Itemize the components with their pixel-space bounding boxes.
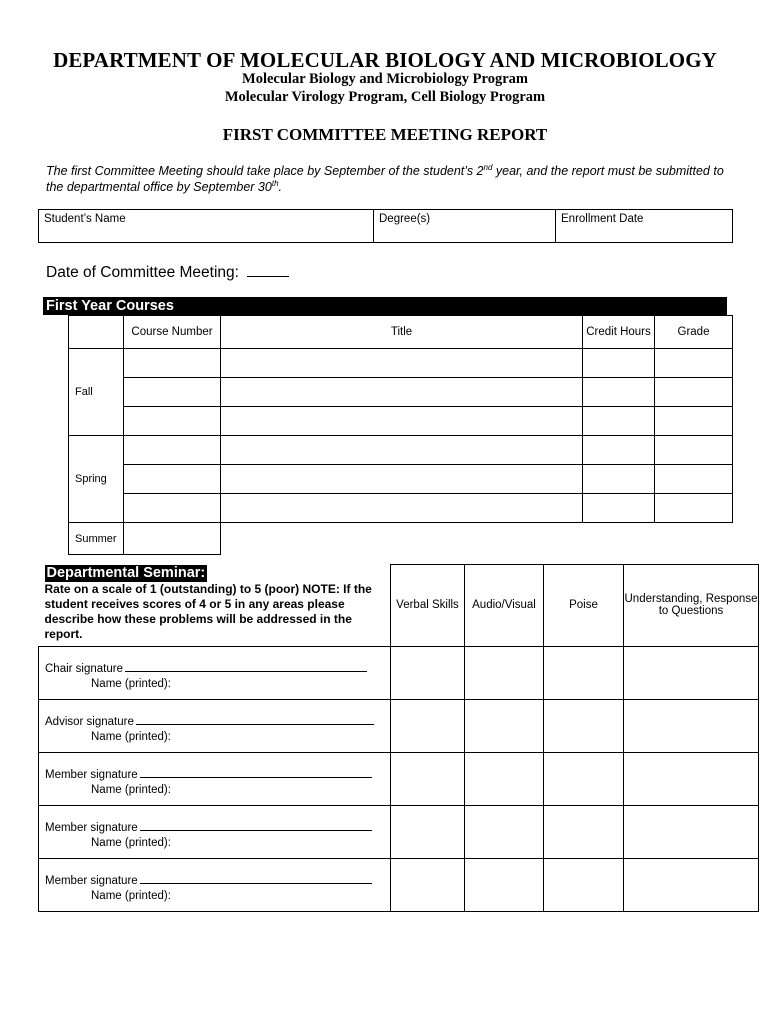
signature-line[interactable] xyxy=(140,819,372,831)
course-number-cell[interactable] xyxy=(124,465,221,494)
credit-hours-cell[interactable] xyxy=(583,407,655,436)
grade-cell[interactable] xyxy=(655,465,733,494)
meeting-date xyxy=(46,262,289,282)
signature-line[interactable] xyxy=(140,872,372,884)
degree-label: Degree(s) xyxy=(379,213,431,225)
grade-cell[interactable] xyxy=(655,378,733,407)
understanding-score-cell[interactable] xyxy=(624,752,759,805)
member-signature-cell[interactable] xyxy=(39,805,391,858)
verbal-score-cell[interactable] xyxy=(391,858,465,911)
course-number-cell[interactable] xyxy=(124,349,221,378)
enrollment-date-field[interactable] xyxy=(556,210,733,243)
grade-header: Grade xyxy=(655,316,733,349)
grade-cell[interactable] xyxy=(655,407,733,436)
verbal-score-cell[interactable] xyxy=(391,805,465,858)
poise-score-cell[interactable] xyxy=(544,646,624,699)
understanding-score-cell[interactable] xyxy=(624,699,759,752)
verbal-score-cell[interactable] xyxy=(391,646,465,699)
credit-hours-cell[interactable] xyxy=(583,378,655,407)
name-printed-label: Name (printed): xyxy=(91,677,171,690)
credit-hours-cell[interactable] xyxy=(583,436,655,465)
department-title: DEPARTMENT OF MOLECULAR BIOLOGY AND MICROBIOLOGY xyxy=(53,48,717,72)
program-line-2: Molecular Virology Program, Cell Biology Program xyxy=(224,89,546,105)
verbal-score-cell[interactable] xyxy=(391,752,465,805)
chair-signature-cell[interactable] xyxy=(39,646,391,699)
signature-label: Member signature xyxy=(45,874,138,887)
credit-hours-cell[interactable] xyxy=(583,494,655,523)
signature-line[interactable] xyxy=(136,713,374,725)
course-title-cell[interactable] xyxy=(221,436,583,465)
audio-visual-header: Audio/Visual xyxy=(465,565,544,647)
understanding-score-cell[interactable] xyxy=(624,805,759,858)
grade-cell[interactable] xyxy=(655,494,733,523)
enrollment-date-label: Enrollment Date xyxy=(561,213,644,225)
course-number-cell[interactable] xyxy=(124,407,221,436)
poise-score-cell[interactable] xyxy=(544,752,624,805)
term-header xyxy=(69,316,124,349)
name-printed-label: Name (printed): xyxy=(91,889,171,902)
course-title-cell[interactable] xyxy=(221,494,583,523)
student-name-field[interactable] xyxy=(39,210,374,243)
seminar-title: Departmental Seminar: xyxy=(46,564,206,581)
degree-field[interactable] xyxy=(374,210,556,243)
audio-visual-score-cell[interactable] xyxy=(465,646,544,699)
course-number-cell[interactable] xyxy=(124,523,221,555)
signature-label: Chair signature xyxy=(45,662,123,675)
courses-table xyxy=(68,315,733,555)
signature-label: Member signature xyxy=(45,768,138,781)
course-number-header: Course Number xyxy=(124,316,221,349)
member-signature-cell[interactable] xyxy=(39,752,391,805)
grade-cell[interactable] xyxy=(655,349,733,378)
meeting-date-blank[interactable] xyxy=(247,262,289,277)
instructions: The first Committee Meeting should take place by September of the student’s 2nd year, and the report must be submitted to the departmental office by September 30th. xyxy=(46,162,724,194)
audio-visual-score-cell[interactable] xyxy=(465,858,544,911)
signature-line[interactable] xyxy=(125,660,367,672)
term-summer: Summer xyxy=(69,523,124,555)
course-number-cell[interactable] xyxy=(124,494,221,523)
seminar-note: Rate on a scale of 1 (outstanding) to 5 (poor) NOTE: If the student receives scores of 4 or 5 in any areas please describe how these problems will be addressed in the report. xyxy=(44,581,372,641)
audio-visual-score-cell[interactable] xyxy=(465,699,544,752)
credit-hours-cell[interactable] xyxy=(583,349,655,378)
credit-hours-cell[interactable] xyxy=(583,465,655,494)
verbal-skills-header: Verbal Skills xyxy=(391,565,465,647)
student-name-label: Student’s Name xyxy=(44,213,126,225)
advisor-signature-cell[interactable] xyxy=(39,699,391,752)
student-info-table xyxy=(38,209,733,243)
name-printed-label: Name (printed): xyxy=(91,836,171,849)
course-title-cell[interactable] xyxy=(221,407,583,436)
member-signature-cell[interactable] xyxy=(39,858,391,911)
report-title: FIRST COMMITTEE MEETING REPORT xyxy=(222,125,548,144)
grade-cell[interactable] xyxy=(655,436,733,465)
poise-score-cell[interactable] xyxy=(544,699,624,752)
title-header: Title xyxy=(221,316,583,349)
signature-label: Member signature xyxy=(45,821,138,834)
course-title-cell[interactable] xyxy=(221,465,583,494)
seminar-table xyxy=(38,564,759,912)
term-spring: Spring xyxy=(69,436,124,523)
audio-visual-score-cell[interactable] xyxy=(465,752,544,805)
verbal-score-cell[interactable] xyxy=(391,699,465,752)
summer-empty-space xyxy=(221,523,733,555)
poise-score-cell[interactable] xyxy=(544,805,624,858)
first-year-courses-title: First Year Courses xyxy=(46,298,174,314)
seminar-header-cell xyxy=(39,565,391,647)
name-printed-label: Name (printed): xyxy=(91,783,171,796)
course-number-cell[interactable] xyxy=(124,436,221,465)
name-printed-label: Name (printed): xyxy=(91,730,171,743)
course-title-cell[interactable] xyxy=(221,378,583,407)
course-title-cell[interactable] xyxy=(221,349,583,378)
audio-visual-score-cell[interactable] xyxy=(465,805,544,858)
poise-header: Poise xyxy=(544,565,624,647)
signature-line[interactable] xyxy=(140,766,372,778)
understanding-score-cell[interactable] xyxy=(624,646,759,699)
course-number-cell[interactable] xyxy=(124,378,221,407)
understanding-header: Understanding, Response to Questions xyxy=(624,565,759,647)
understanding-score-cell[interactable] xyxy=(624,858,759,911)
program-line-1: Molecular Biology and Microbiology Program xyxy=(242,71,528,87)
signature-label: Advisor signature xyxy=(45,715,134,728)
term-fall: Fall xyxy=(69,349,124,436)
credit-hours-header: Credit Hours xyxy=(583,316,655,349)
poise-score-cell[interactable] xyxy=(544,858,624,911)
meeting-date-label: Date of Committee Meeting: xyxy=(46,264,239,281)
